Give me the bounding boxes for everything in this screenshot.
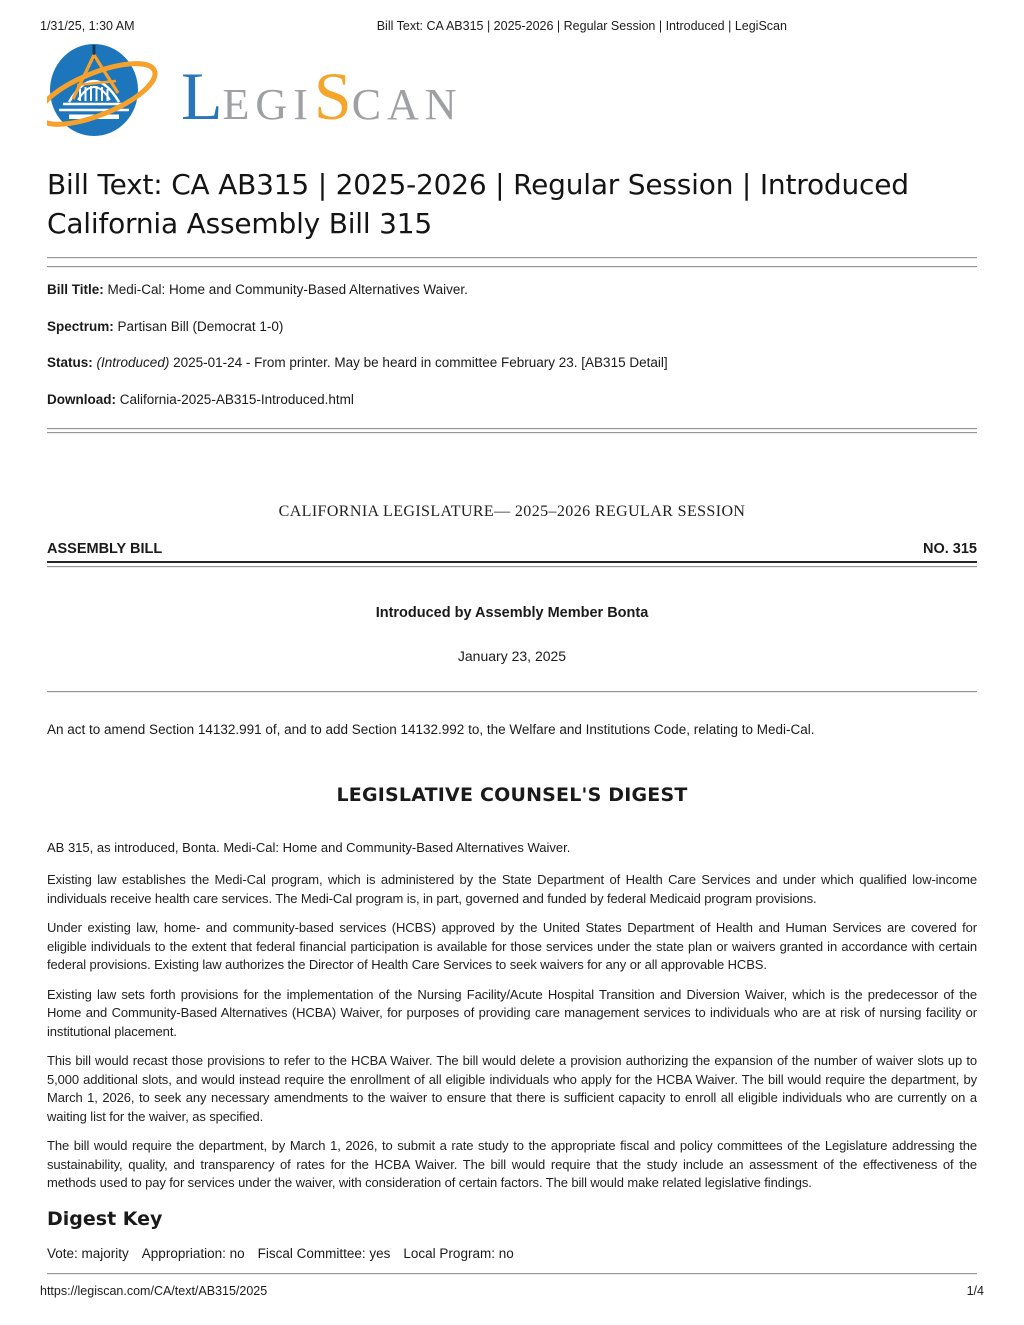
digest-paragraph: This bill would recast those provisions to refer to the HCBA Waiver. The bill would delete a provision authorizing the expansion of the number of waiver slots up to 5,000 additional slots, and would instead require the enrollment of all eligible individuals who apply for the HCBA Waiver. The bill would require the department, by March 1, 2026, to seek any necessary amendments to the waiver to ensure that there is sufficient capacity to enroll all eligible individuals who are currently on a waiting list for the waiver, as specified.: [47, 1053, 977, 1124]
page-title-line2: California Assembly Bill 315: [47, 207, 433, 240]
footer-page-number: 1/4: [966, 1284, 984, 1298]
bill-title-row: [47, 282, 977, 297]
legislature-session-line: CALIFORNIA LEGISLATURE— 2025–2026 REGULAR SESSION: [278, 503, 746, 520]
status-stage: (Introduced): [96, 355, 170, 370]
divider: [47, 432, 977, 433]
status-text: 2025-01-24 - From printer. May be heard in committee February 23.: [173, 355, 578, 370]
digest-heading: LEGISLATIVE COUNSEL'S DIGEST: [336, 784, 688, 806]
spectrum-value: Partisan Bill (Democrat 1-0): [117, 318, 284, 334]
capitol-dome-icon: [47, 42, 187, 143]
bill-title-label: Bill Title:: [47, 282, 104, 297]
legiscan-wordmark: [181, 58, 463, 134]
local-program-item: Local Program: no: [403, 1245, 514, 1261]
divider: [47, 428, 977, 429]
wordmark-can: CAN: [351, 80, 463, 129]
print-footer: [40, 1273, 984, 1298]
print-header: [40, 19, 984, 35]
wordmark-l: L: [181, 58, 223, 134]
bill-number: NO. 315: [923, 541, 977, 557]
legiscan-logo[interactable]: [47, 45, 467, 139]
download-file-link[interactable]: California-2025-AB315-Introduced.html: [119, 391, 354, 407]
status-row: [47, 355, 977, 370]
fiscal-committee-item: Fiscal Committee: yes: [257, 1245, 391, 1261]
divider: [47, 1273, 977, 1274]
print-datetime: 1/31/25, 1:30 AM: [40, 19, 135, 33]
digest-key-values: [47, 1246, 977, 1261]
bill-title-value: Medi-Cal: Home and Community-Based Alternatives Waiver.: [107, 282, 468, 297]
download-label: Download:: [47, 391, 116, 407]
vote-item: Vote: majority: [47, 1245, 129, 1261]
act-summary: An act to amend Section 14132.991 of, and to add Section 14132.992 to, the Welfare and Institutions Code, relating to Medi-Cal.: [47, 722, 815, 737]
digest-key-heading: Digest Key: [47, 1207, 163, 1230]
bill-meta: [47, 282, 977, 407]
digest-paragraph: Existing law sets forth provisions for the implementation of the Nursing Facility/Acute Hospital Transition and Diversion Waiver, which is the predecessor of the Home and Community-Based Alternatives (HCBA) Waiver, for purposes of providing care management services to individuals who are at risk of nursing facility or institutional placement.: [47, 986, 977, 1039]
wordmark-s: S: [313, 58, 352, 134]
divider: [47, 691, 977, 692]
spectrum-row: [47, 319, 977, 334]
digest-paragraph: The bill would require the department, by March 1, 2026, to submit a rate study to the appropriate fiscal and policy committees of the Legislature addressing the sustainability, quality, and transparency of rates for the HCBA Waiver. The bill would require that the study include an assessment of the effectiveness of the methods used to pay for services under the waiver, with consideration of certain factors. The bill would make related legislative findings.: [47, 1138, 977, 1190]
divider: [47, 566, 977, 567]
wordmark-egi: EGI: [222, 80, 314, 129]
download-row: [47, 392, 977, 407]
introduced-by-line: Introduced by Assembly Member Bonta: [375, 605, 649, 621]
spectrum-label: Spectrum:: [47, 318, 114, 334]
status-label: Status:: [47, 355, 93, 370]
digest-paragraphs: [47, 871, 977, 1193]
footer-url: https://legiscan.com/CA/text/AB315/2025: [40, 1284, 268, 1298]
page-title-line1: Bill Text: CA AB315 | 2025-2026 | Regular Session | Introduced: [47, 168, 909, 201]
bill-detail-link[interactable]: [AB315 Detail]: [581, 355, 668, 370]
divider: [47, 266, 977, 267]
divider: [47, 257, 977, 258]
print-page-title: Bill Text: CA AB315 | 2025-2026 | Regular Session | Introduced | LegiScan: [376, 19, 787, 33]
appropriation-item: Appropriation: no: [141, 1245, 245, 1261]
digest-paragraph: Under existing law, home- and community-based services (HCBS) approved by the United States Department of Health and Human Services are covered for eligible individuals to the extent that federal financial participation is available for those services under the state plan or waivers granted in accordance with certain federal provisions. Existing law authorizes the Director of Health Care Services to seek waivers for any or all approvable HCBS.: [47, 920, 977, 972]
introduction-date: January 23, 2025: [457, 648, 567, 664]
page-title: [47, 165, 977, 243]
digest-paragraph: Existing law establishes the Medi-Cal program, which is administered by the State Department of Health Care Services and under which qualified low-income individuals receive health care services. The Medi-Cal program is, in part, governed and funded by federal Medicaid program provisions.: [47, 872, 977, 906]
chamber-label: ASSEMBLY BILL: [47, 541, 163, 557]
digest-intro: AB 315, as introduced, Bonta. Medi-Cal: Home and Community-Based Alternatives Waiver.: [47, 840, 571, 855]
assembly-bill-row: [47, 541, 977, 563]
